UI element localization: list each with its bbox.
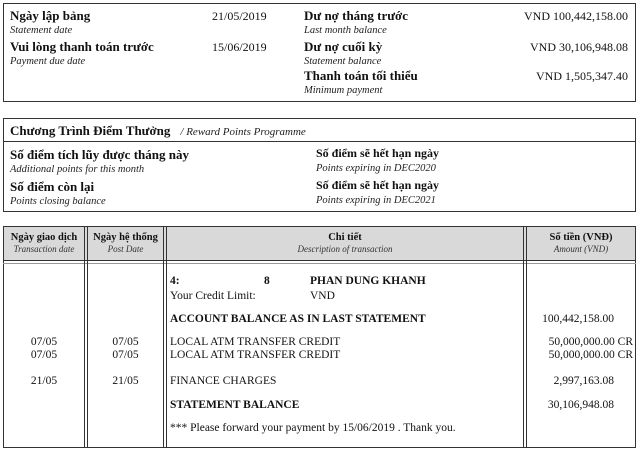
min-payment-label-en: Minimum payment [304, 85, 383, 96]
statement-date-label: Ngày lập bảng [10, 8, 91, 23]
col-divider-1 [84, 226, 85, 448]
closing-points-label-en: Points closing balance [10, 196, 106, 207]
expire-2020-label-en: Points expiring in DEC2020 [316, 163, 436, 174]
table-header-divider-2 [3, 263, 636, 264]
credit-limit-currency: VND [310, 290, 335, 302]
row-description: LOCAL ATM TRANSFER CREDIT [170, 349, 341, 361]
rewards-title-vi: Chương Trình Điểm Thưởng [10, 123, 171, 138]
statement-balance-value: VND 30,106,948.08 [530, 40, 628, 54]
rewards-title-divider [3, 141, 636, 142]
col-divider-3 [523, 226, 524, 448]
last-balance-value: VND 100,442,158.00 [524, 9, 628, 23]
additional-points-label: Số điểm tích lũy được tháng này [10, 147, 189, 162]
col-divider-2b [166, 226, 167, 448]
statement-date-label-en: Statement date [10, 25, 73, 36]
due-date-label-en: Payment due date [10, 56, 86, 67]
expire-2020-label: Số điểm sẽ hết hạn ngày [316, 146, 440, 160]
row-amount: 100,442,158.00 [542, 313, 614, 325]
card-holder-name: PHAN DUNG KHANH [310, 275, 426, 287]
row-description: STATEMENT BALANCE [170, 399, 300, 411]
header-amount: Số tiền (VNĐ) Amount (VND) [549, 232, 613, 254]
col-divider-3b [526, 226, 527, 448]
row-transaction-date: 07/05 [30, 349, 58, 361]
row-post-date: 07/05 [112, 349, 139, 361]
table-header-divider [3, 260, 636, 261]
row-amount: 50,000,000.00 CR [548, 336, 633, 348]
due-date-label: Vui lòng thanh toán trước [10, 39, 154, 54]
row-transaction-date: 21/05 [30, 375, 58, 387]
card-number-prefix: 4: [170, 275, 180, 287]
footer-note: *** Please forward your payment by 15/06/2019 . Thank you. [170, 422, 456, 434]
credit-limit-label: Your Credit Limit: [170, 290, 256, 302]
row-post-date: 07/05 [112, 336, 139, 348]
statement-balance-label-en: Statement balance [304, 56, 382, 67]
col-divider-2 [163, 226, 164, 448]
rewards-title-en: / Reward Points Programme [180, 126, 306, 138]
rewards-title [10, 122, 306, 140]
card-number-suffix: 8 [264, 275, 270, 287]
row-post-date: 21/05 [112, 375, 139, 387]
expire-2021-label: Số điểm sẽ hết hạn ngày [316, 178, 440, 192]
row-description: LOCAL ATM TRANSFER CREDIT [170, 336, 341, 348]
header-description: Chi tiết Description of transaction [297, 232, 393, 254]
expire-2021-label-en: Points expiring in DEC2021 [316, 195, 436, 206]
row-amount: 50,000,000.00 CR [548, 349, 633, 361]
last-balance-label-en: Last month balance [304, 25, 387, 36]
due-date-value: 15/06/2019 [212, 40, 267, 54]
header-post-date: Ngày hệ thống Post Date [93, 232, 158, 254]
closing-points-label: Số điểm còn lại [10, 179, 95, 194]
row-amount: 2,997,163.08 [553, 375, 614, 387]
row-amount: 30,106,948.08 [547, 399, 614, 411]
last-balance-label: Dư nợ tháng trước [304, 8, 409, 23]
min-payment-label: Thanh toán tối thiểu [304, 68, 418, 83]
min-payment-value: VND 1,505,347.40 [536, 69, 628, 83]
row-description: FINANCE CHARGES [170, 375, 277, 387]
header-transaction-date: Ngày giao dịch Transaction date [10, 232, 78, 254]
row-transaction-date: 07/05 [30, 336, 58, 348]
additional-points-label-en: Additional points for this month [10, 164, 145, 175]
statement-balance-label: Dư nợ cuối kỳ [304, 39, 383, 54]
statement-date-value: 21/05/2019 [212, 9, 267, 23]
row-description: ACCOUNT BALANCE AS IN LAST STATEMENT [170, 313, 426, 325]
